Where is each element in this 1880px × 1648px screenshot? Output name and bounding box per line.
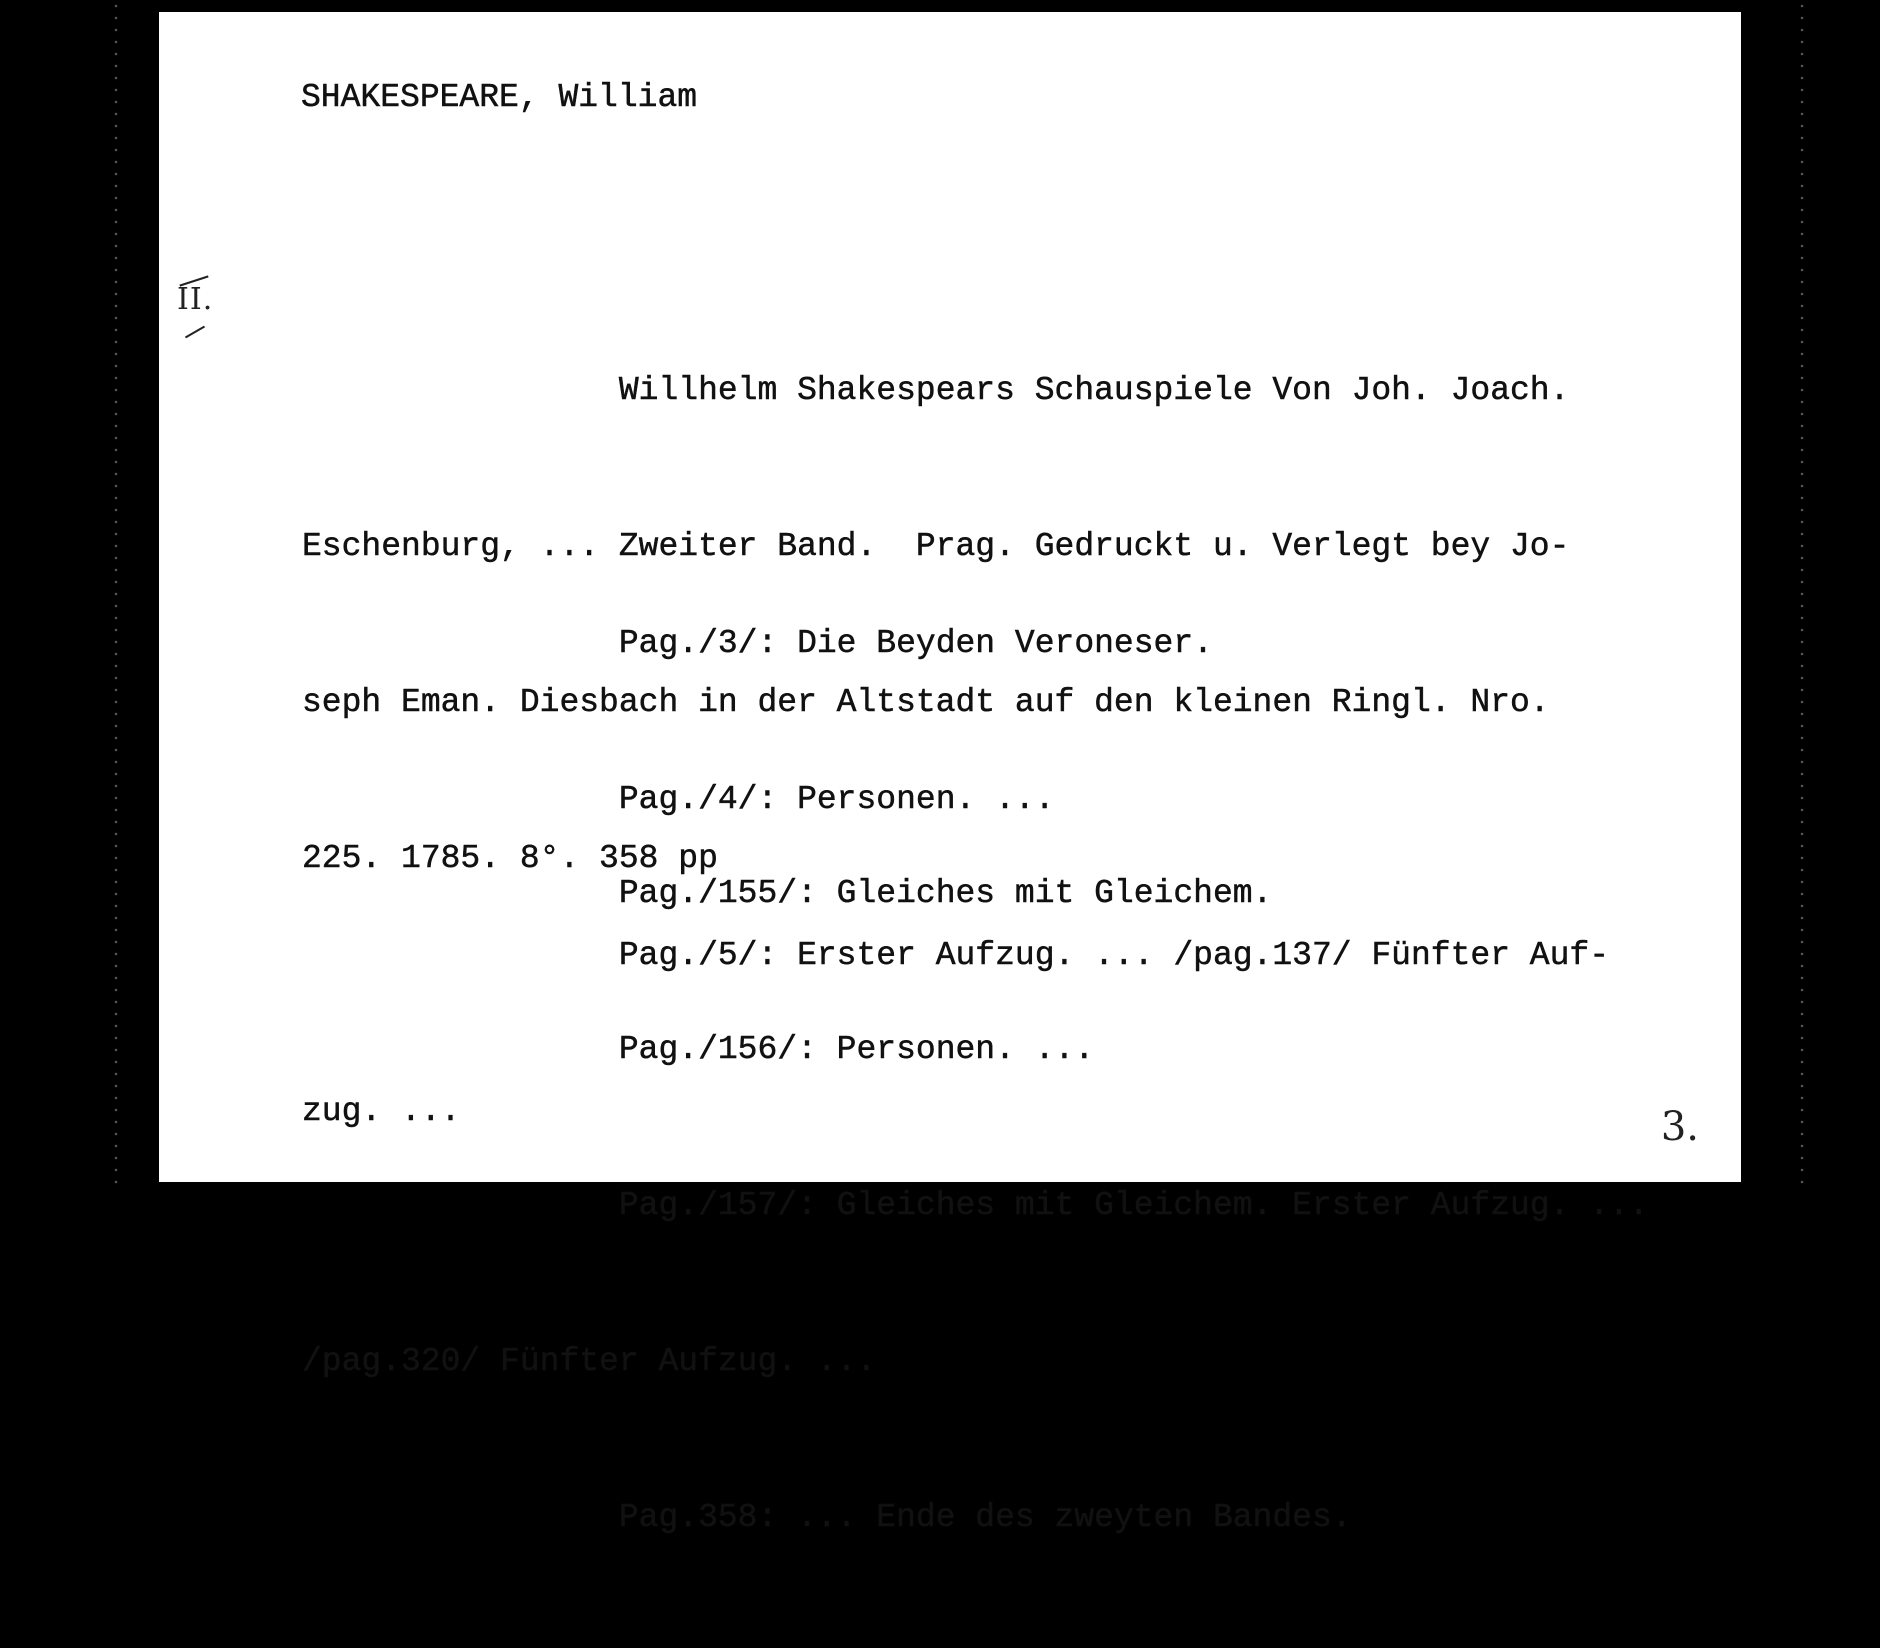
film-edge-right (1800, 0, 1804, 1186)
card-heading: SHAKESPEARE, William (301, 79, 698, 116)
entry-line: 225. 1785. 8°. 358 pp (302, 840, 718, 877)
contents-line: Pag./156/: Personen. ... (302, 1031, 1095, 1068)
entry-line: Eschenburg, ... Zweiter Band. Prag. Gedruckt u. Verlegt bey Jo- (302, 528, 1570, 565)
contents-line: Pag./4/: Personen. ... (302, 781, 1055, 818)
contents-line: Pag./157/: Gleiches mit Gleichem. Erster Aufzug. ... (302, 1187, 1649, 1224)
contents-line: zug. ... (302, 1093, 461, 1130)
film-edge-left (114, 0, 118, 1186)
card-page-number: 3. (1660, 1104, 1699, 1150)
margin-volume-mark: II. (177, 282, 214, 317)
entry-line: Willhelm Shakespears Schauspiele Von Joh. Joach. (302, 372, 1570, 409)
contents-line: Pag./3/: Die Beyden Veroneser. (302, 625, 1213, 662)
contents-line: Pag./155/: Gleiches mit Gleichem. (302, 875, 1273, 912)
entry-line: seph Eman. Diesbach in der Altstadt auf den kleinen Ringl. Nro. (302, 684, 1550, 721)
contents-block-2 (302, 764, 1649, 1648)
margin-mark-stroke-bottom (185, 326, 205, 339)
contents-line: /pag.320/ Fünfter Aufzug. ... (302, 1343, 877, 1380)
contents-line: Pag.358: ... Ende des zweyten Bandes. (302, 1499, 1352, 1536)
contents-line: Pag./5/: Erster Aufzug. ... /pag.137/ Fünfter Auf- (302, 937, 1610, 974)
catalog-card (159, 12, 1741, 1536)
